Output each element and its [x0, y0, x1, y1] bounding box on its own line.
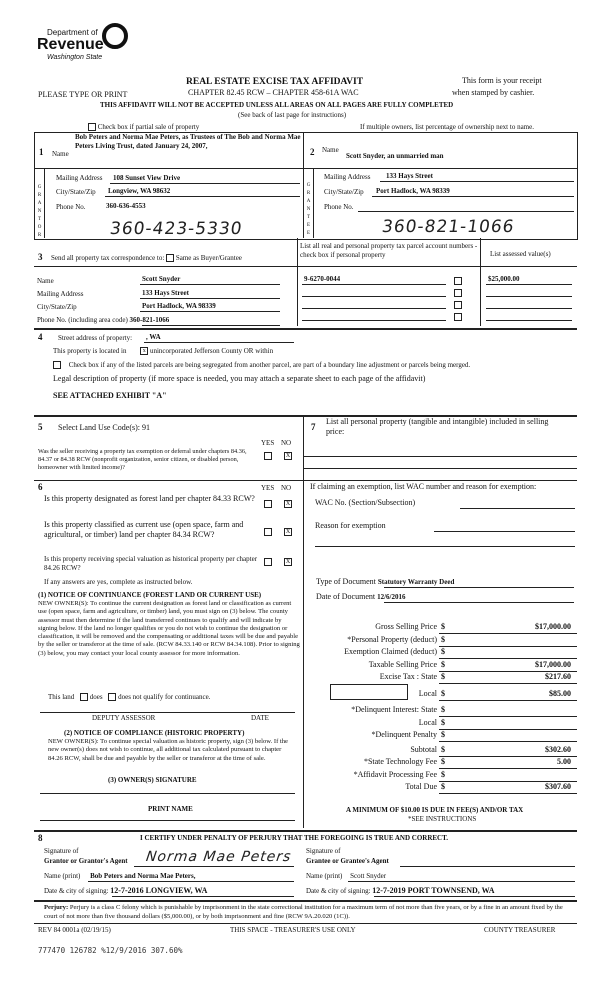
- sec3-mailing-label: Mailing Address: [37, 290, 84, 298]
- fee-currency: $: [441, 634, 445, 644]
- sec5-no-checkbox[interactable]: X: [285, 453, 291, 459]
- land-use-code[interactable]: 91: [141, 423, 150, 432]
- fee-row: [315, 660, 577, 672]
- personal-property-label: List all personal property (tangible and intangible) included in selling price:: [326, 417, 549, 436]
- land-use-label: Select Land Use Code(s):: [58, 423, 140, 432]
- fee-label: Taxable Selling Price: [368, 659, 437, 669]
- fee-currency: $: [441, 705, 445, 714]
- location-row: [53, 347, 273, 356]
- dor-logo: [37, 20, 132, 70]
- grantor-handwritten-phone: 360-423-5330: [108, 219, 244, 239]
- fee-row: [315, 757, 577, 769]
- perjury-label: Perjury:: [44, 904, 69, 911]
- if-yes-note: If any answers are yes, complete as instructed below.: [44, 578, 193, 586]
- multiple-owners-note: If multiple owners, list percentage of ownership next to name.: [360, 123, 534, 131]
- historic-question: Is this property receiving special valuation as historical property per chapter 84.26 RCW?: [44, 555, 258, 572]
- sec3-phone-row: [37, 316, 169, 325]
- parcel-1-personal-checkbox[interactable]: [454, 277, 462, 285]
- sec3-name-label: Name: [37, 277, 54, 285]
- grantor-city-label: City/State/Zip: [56, 188, 96, 196]
- same-as-buyer-checkbox[interactable]: [166, 254, 174, 262]
- print-note: PLEASE TYPE OR PRINT: [38, 90, 128, 99]
- grantor-mailing[interactable]: 108 Sunset View Drive: [113, 174, 181, 182]
- fee-currency: $: [441, 769, 445, 779]
- treasurer-space-label: THIS SPACE - TREASURER'S USE ONLY: [230, 926, 356, 934]
- grantee-name-label: Name: [322, 146, 339, 154]
- grantee-side-label: G R A N T E E: [306, 183, 311, 236]
- correspondence-label: Send all property tax correspondence to:: [51, 254, 165, 262]
- grantee-print-name[interactable]: Scott Snyder: [350, 872, 387, 880]
- sec6-no: NO: [281, 484, 292, 492]
- grantor-side-label: G R A N T O R: [37, 185, 42, 238]
- current-use-no-checkbox[interactable]: X: [285, 529, 291, 535]
- grantee-print-label: Name (print): [306, 872, 343, 880]
- same-as-buyer-label: Same as Buyer/Grantee: [175, 254, 242, 262]
- notice-compliance-text: NEW OWNER(S): To continue special valuation as historic property, sign (3) below. If the new owner(s) does not wish to continue, all additional tax calculated pursuant to chapter 84.26 RCW, shall be due and payable by the seller or transferor at the time of sale.: [48, 738, 288, 762]
- grantor-print-row: [44, 872, 195, 881]
- fee-value[interactable]: $85.00: [549, 688, 571, 698]
- grantee-date-city[interactable]: 12-7-2019 PORT TOWNSEND, WA: [372, 886, 495, 895]
- fee-row: [315, 672, 577, 684]
- grantor-print-name[interactable]: Bob Peters and Norma Mae Peters,: [90, 872, 196, 880]
- fee-label: *Affidavit Processing Fee: [353, 769, 437, 779]
- continuance-row: [48, 693, 210, 702]
- assessed-value-1[interactable]: $25,000.00: [488, 275, 520, 283]
- location-label: This property is located in: [53, 347, 127, 355]
- certify-statement: I CERTIFY UNDER PENALTY OF PERJURY THAT THE FOREGOING IS TRUE AND CORRECT.: [140, 834, 449, 842]
- fee-label: Gross Selling Price: [375, 622, 437, 631]
- form-warning: THIS AFFIDAVIT WILL NOT BE ACCEPTED UNLESS ALL AREAS ON ALL PAGES ARE FULLY COMPLETED: [100, 101, 454, 109]
- grantee-phone-label: Phone No.: [324, 203, 354, 211]
- fee-value[interactable]: 5.00: [557, 757, 571, 766]
- perjury-notice: [44, 903, 574, 921]
- does-not-qualify-checkbox[interactable]: [108, 693, 116, 701]
- parcel-number-1[interactable]: 9-6270-0044: [304, 275, 341, 283]
- owner-signature-label: (3) OWNER(S) SIGNATURE: [108, 776, 197, 784]
- does-not-label: does not qualify for continuance.: [118, 693, 211, 701]
- form-title: REAL ESTATE EXCISE TAX AFFIDAVIT: [186, 77, 364, 87]
- fee-row: [315, 705, 577, 717]
- section-8-number: 8: [38, 833, 43, 843]
- receipt-note-2: when stamped by cashier.: [452, 88, 535, 97]
- grantor-phone-label: Phone No.: [56, 203, 86, 211]
- document-type[interactable]: Statutory Warranty Deed: [377, 578, 455, 586]
- notice-continuance-title: (1) NOTICE OF CONTINUANCE (FOREST LAND OR CURRENT USE): [38, 591, 262, 599]
- reason-label: Reason for exemption: [315, 521, 386, 530]
- sec3-phone[interactable]: 360-821-1066: [129, 316, 170, 324]
- sec6-yes: YES: [261, 484, 275, 492]
- fee-label: *Delinquent Interest: State: [351, 705, 437, 714]
- assessed-header: List assessed value(s): [490, 250, 551, 258]
- section-2-number: 2: [310, 147, 315, 157]
- wac-label: WAC No. (Section/Subsection): [315, 498, 416, 507]
- fee-label: Total Due: [405, 782, 437, 791]
- partial-sale-label: Check box if partial sale of property: [97, 123, 200, 131]
- grantor-city[interactable]: Longview, WA 98632: [108, 187, 171, 195]
- exemption-deferral-question: Was the seller receiving a property tax exemption or deferral under chapters 84.36, 84.37 or 84.38 RCW (nonprofit organization, senior citizen, or disabled person, homeowner with limited income)?: [38, 448, 247, 471]
- receipt-note-1: This form is your receipt: [462, 76, 542, 85]
- section-6-number: 6: [38, 482, 43, 492]
- perjury-text: Perjury is a class C felony which is punishable by imprisonment in the state correctional institution for a maximum term of not more than five years, or by a fine in an amount fixed by the court of not more than five thousand dollars ($5,000.00), or by both imprisonment and fine (RCW 9A.20.020 (1C)).: [44, 904, 563, 920]
- grantee-date-city-row: [306, 886, 495, 896]
- street-address[interactable]: , WA: [146, 333, 161, 341]
- fee-value[interactable]: $17,000.00: [535, 659, 571, 669]
- current-use-question: Is this property classified as current use (open space, farm and agricultural, or timber) land per chapter 84.34 RCW?: [44, 520, 244, 539]
- location-choice: unincorporated Jefferson County OR within: [149, 347, 274, 355]
- fee-row: [315, 622, 577, 634]
- document-type-row: [316, 577, 454, 587]
- grantor-phone[interactable]: 360-636-4553: [106, 202, 146, 210]
- fee-currency: $: [441, 659, 445, 669]
- grantor-name[interactable]: Bob Peters and Norma Mae Peters, as Trustees of The Bob and Norma Mae Peters Living Trust, dated January 24, 2007,: [75, 133, 301, 150]
- fee-currency: $: [441, 688, 445, 698]
- sec5-yes: YES: [261, 439, 275, 447]
- sec5-yes-checkbox[interactable]: [264, 452, 272, 460]
- current-use-yes-checkbox[interactable]: [264, 528, 272, 536]
- local-rate-box: [330, 684, 408, 700]
- fee-currency: $: [441, 782, 445, 791]
- forest-yes-checkbox[interactable]: [264, 500, 272, 508]
- form-revision: REV 84 0001a (02/19/15): [38, 926, 111, 934]
- notice-compliance-title: (2) NOTICE OF COMPLIANCE (HISTORIC PROPERTY): [64, 729, 245, 737]
- fee-row: [315, 745, 577, 757]
- grantor-date-city[interactable]: 12-7-2016 LONGVIEW, WA: [110, 886, 208, 895]
- segregated-row: [53, 361, 470, 370]
- section-7-number: 7: [311, 422, 316, 432]
- fee-label: Subtotal: [410, 744, 437, 754]
- grantee-sig-of: Signature of: [306, 847, 341, 855]
- legal-description-label: Legal description of property (if more space is needed, you may attach a separate sheet to each page of the affidavit): [53, 374, 426, 383]
- does-label: does: [89, 693, 103, 701]
- sec3-city-label: City/State/Zip: [37, 303, 77, 311]
- grantee-date-city-label: Date & city of signing:: [306, 887, 371, 895]
- fee-value[interactable]: $17,000.00: [535, 622, 571, 631]
- grantor-agent-label: Grantor or Grantor's Agent: [44, 857, 128, 865]
- grantee-print-row: [306, 872, 386, 881]
- form-chapters: CHAPTER 82.45 RCW – CHAPTER 458-61A WAC: [188, 88, 359, 97]
- fee-value[interactable]: $307.60: [545, 782, 571, 791]
- see-instructions-note: *SEE INSTRUCTIONS: [408, 815, 477, 823]
- county-treasurer-label: COUNTY TREASURER: [484, 926, 556, 934]
- dor-swirl-icon: [101, 22, 129, 50]
- sec3-city[interactable]: Port Hadlock, WA 98339: [142, 302, 216, 310]
- grantor-date-city-label: Date & city of signing:: [44, 887, 109, 895]
- sec3-name[interactable]: Scott Snyder: [142, 275, 181, 283]
- street-address-label: Street address of property:: [58, 334, 133, 342]
- grantee-mailing[interactable]: 133 Hays Street: [386, 172, 433, 180]
- unincorporated-checkbox[interactable]: x: [140, 347, 148, 355]
- deputy-date-label: DATE: [251, 714, 269, 722]
- sec3-phone-label: Phone No. (including area code): [37, 316, 128, 324]
- fee-label: Excise Tax : State: [379, 672, 437, 681]
- legal-description[interactable]: SEE ATTACHED EXHIBIT "A": [53, 391, 167, 400]
- parcel-header: List all real and personal property tax parcel account numbers - check box if personal property: [300, 242, 478, 259]
- fee-label: Exemption Claimed (deduct): [344, 647, 437, 656]
- grantee-handwritten-phone: 360-821-1066: [380, 217, 516, 237]
- fee-value[interactable]: $302.60: [545, 744, 571, 754]
- grantor-print-label: Name (print): [44, 872, 81, 880]
- notice-continuance-text: NEW OWNER(S): To continue the current designation as forest land or classification as current use (open space, farm and agriculture, or timber) land, you must sign on (3) below. The county assessor must then determine if the land transferred continues to qualify and will indicate by signing below. If the land no longer qualifies or you do not wish to continue the designation or classification, it will be removed and the compensating or additional taxes will be due and payable by the seller or transferor at the time of sale. (RCW 84.33.140 or RCW 84.34.108). Prior to signing (3) below, you may contact your local county assessor for more information.: [38, 600, 300, 657]
- fee-underline: [439, 793, 577, 794]
- dor-logo-line3: Washington State: [47, 54, 103, 61]
- grantor-date-city-row: [44, 886, 207, 896]
- fee-currency: $: [441, 672, 445, 681]
- sec3-mailing[interactable]: 133 Hays Street: [142, 289, 189, 297]
- sec5-no: NO: [281, 439, 292, 447]
- fee-currency: $: [441, 730, 445, 739]
- grantee-mailing-label: Mailing Address: [324, 173, 371, 181]
- fee-row: [315, 782, 577, 794]
- section-3-correspondence: [51, 254, 242, 263]
- minimum-fee-note: A MINIMUM OF $10.00 IS DUE IN FEE(S) AND/OR TAX: [346, 806, 524, 814]
- fee-underline: [439, 683, 577, 684]
- parcel-3-personal-checkbox[interactable]: [454, 301, 462, 309]
- section-5-number: 5: [38, 422, 43, 432]
- segregated-label: Check box if any of the listed parcels are being segregated from another parcel, are part of a boundary line adjustment or parcels being merged.: [68, 361, 471, 369]
- fee-label: *Delinquent Penalty: [371, 730, 437, 739]
- receipt-stamp: 777470 126782 %12/9/2016 307.60%: [38, 946, 183, 955]
- segregated-checkbox[interactable]: [53, 361, 61, 369]
- document-date-row: [316, 592, 405, 602]
- grantee-name[interactable]: Scott Snyder, an unmarried man: [346, 152, 444, 160]
- section-3-number: 3: [38, 252, 43, 262]
- section-1-number: 1: [39, 147, 44, 157]
- fee-underline: [439, 700, 577, 701]
- fee-row: [315, 635, 577, 647]
- document-date-label: Date of Document: [316, 592, 376, 601]
- historic-no-checkbox[interactable]: X: [285, 559, 291, 565]
- fee-label: Local: [418, 717, 437, 727]
- dor-logo-line1: Department of: [47, 28, 98, 37]
- see-back-note: (See back of last page for instructions): [238, 111, 347, 119]
- partial-sale-checkbox[interactable]: [88, 123, 96, 131]
- exemption-label: If claiming an exemption, list WAC number and reason for exemption:: [310, 482, 537, 491]
- grantor-signature: Norma Mae Peters: [144, 849, 293, 865]
- section-4-number: 4: [38, 332, 43, 342]
- fee-currency: $: [441, 744, 445, 754]
- fee-row: [315, 647, 577, 659]
- grantor-name-label: Name: [52, 150, 69, 158]
- forest-no-checkbox[interactable]: X: [285, 501, 291, 507]
- fee-value[interactable]: $217.60: [545, 672, 571, 681]
- grantee-city-label: City/State/Zip: [324, 188, 364, 196]
- parcel-4-personal-checkbox[interactable]: [454, 313, 462, 321]
- fee-row: [315, 770, 577, 782]
- fee-currency: $: [441, 717, 445, 727]
- grantor-mailing-label: Mailing Address: [56, 174, 103, 182]
- document-date[interactable]: 12/6/2016: [377, 593, 406, 601]
- this-land-label: This land: [48, 693, 75, 701]
- document-type-label: Type of Document: [316, 577, 376, 586]
- does-qualify-checkbox[interactable]: [80, 693, 88, 701]
- fee-label: Local: [418, 688, 437, 698]
- parcel-2-personal-checkbox[interactable]: [454, 289, 462, 297]
- grantor-sig-of: Signature of: [44, 847, 79, 855]
- dor-logo-line2: Revenue: [37, 36, 104, 53]
- partial-sale-row: [88, 123, 199, 132]
- grantee-city[interactable]: Port Hadlock, WA 98339: [376, 187, 450, 195]
- deputy-assessor-label: DEPUTY ASSESSOR: [92, 714, 156, 722]
- fee-currency: $: [441, 622, 445, 631]
- historic-yes-checkbox[interactable]: [264, 558, 272, 566]
- forest-land-question: Is this property designated as forest land per chapter 84.33 RCW?: [44, 494, 255, 503]
- fee-currency: $: [441, 647, 445, 656]
- fee-row: [315, 730, 577, 742]
- land-use-row: [58, 423, 150, 433]
- grantee-agent-label: Grantee or Grantee's Agent: [306, 857, 389, 865]
- fee-row: [315, 718, 577, 730]
- fee-label: *Personal Property (deduct): [347, 634, 437, 644]
- fee-currency: $: [441, 757, 445, 766]
- fee-label: *State Technology Fee: [363, 757, 437, 766]
- print-name-label: PRINT NAME: [148, 805, 193, 813]
- fee-underline: [439, 741, 577, 742]
